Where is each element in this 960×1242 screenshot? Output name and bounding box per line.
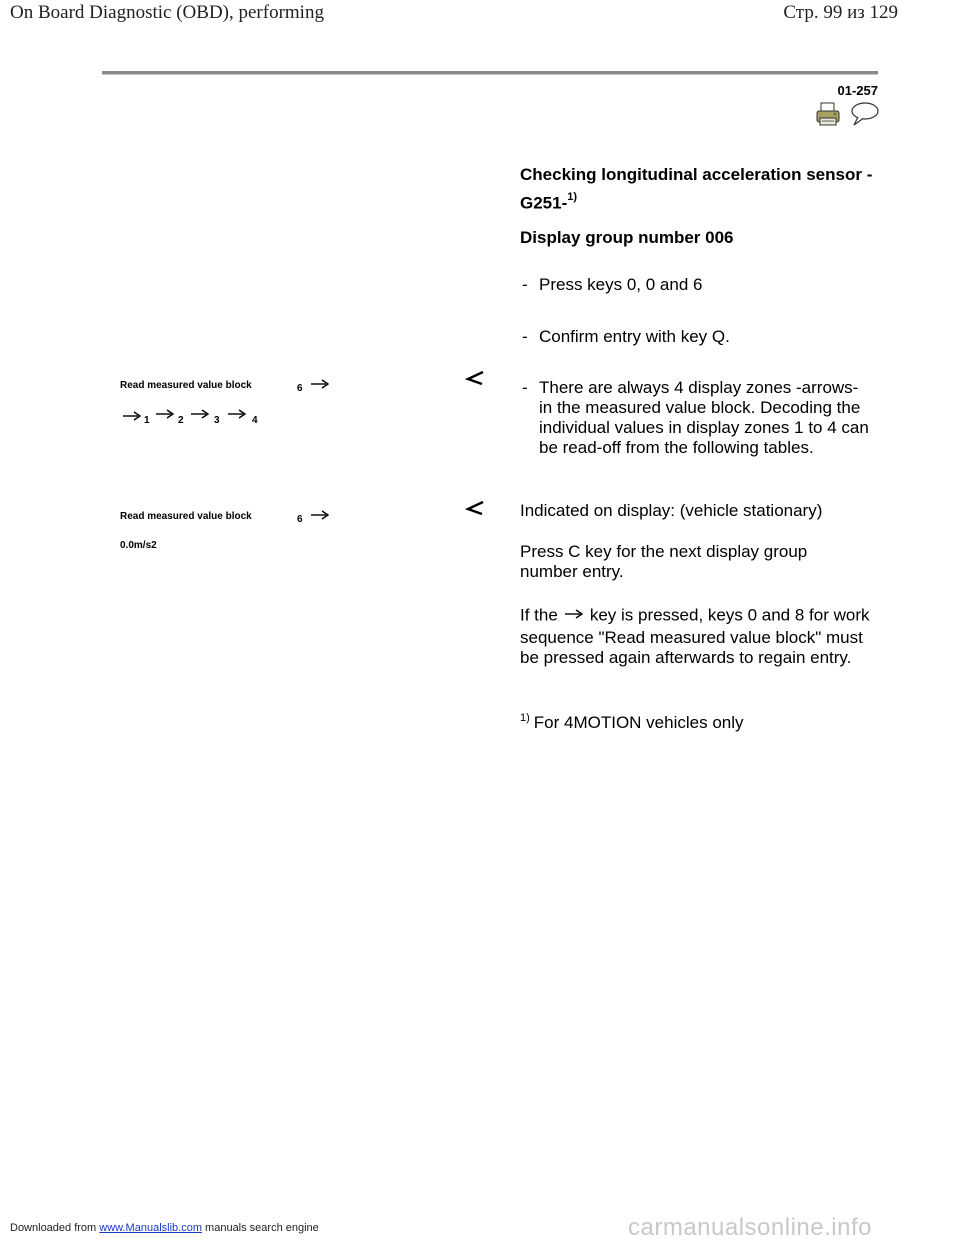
arrow-right-icon (122, 408, 142, 426)
arrow-right-icon (227, 406, 247, 424)
zone-number: 3 (214, 415, 220, 426)
step-item: - Press keys 0, 0 and 6 (522, 275, 703, 294)
title-footnote-mark: 1) (567, 191, 578, 203)
display-label: Read measured value block (120, 380, 252, 391)
document-title: On Board Diagnostic (OBD), performing (10, 2, 324, 23)
display-label: Read measured value block (120, 511, 252, 522)
page-number: 01-257 (837, 83, 878, 98)
indicated-note: Indicated on display: (vehicle stationary) (520, 501, 823, 520)
footnote-mark: 1) (520, 712, 530, 724)
manualslib-link[interactable]: www.Manualslib.com (99, 1222, 202, 1234)
arrow-right-icon (564, 604, 584, 624)
download-footer: Downloaded from www.Manualslib.com manuals search engine (10, 1222, 319, 1234)
pointer-left-icon (465, 500, 485, 516)
section-title: Checking longitudinal acceleration sensor -G251-$^{1)}$ (520, 165, 873, 213)
press-c-note: Press C key for the next display group number entry. (520, 542, 808, 581)
zone-number: 4 (252, 415, 258, 426)
speech-bubble-icon[interactable] (848, 101, 880, 127)
arrow-right-icon (190, 406, 210, 424)
section-subtitle: Display group number 006 (520, 228, 734, 247)
page-counter: Стр. 99 из 129 (783, 2, 898, 23)
watermark: carmanualsonline.info (628, 1214, 872, 1241)
arrow-right-icon (155, 406, 175, 424)
header-divider (102, 71, 878, 75)
display-value: 0.0m/s2 (120, 540, 157, 551)
display-group-number: 6 (297, 514, 303, 525)
display-group-number: 6 (297, 383, 303, 394)
step-item: - There are always 4 display zones -arrows- in the measured value block. Decoding the individual values in display zones 1 to 4 can be read-off from the following tables. (522, 378, 869, 457)
step-item: - Confirm entry with key Q. (522, 327, 730, 346)
arrow-right-icon (310, 507, 330, 525)
arrow-right-icon (310, 376, 330, 394)
arrow-key-note: If the key is pressed, keys 0 and 8 for work sequence "Read measured value block" must be pressed again afterwards to regain entry. (520, 605, 870, 667)
printer-icon[interactable] (815, 101, 841, 127)
zone-number: 2 (178, 415, 184, 426)
zone-number: 1 (144, 415, 150, 426)
pointer-left-icon (465, 370, 485, 386)
footnote: $^{1)}$ For 4MOTION vehicles only (520, 712, 744, 732)
